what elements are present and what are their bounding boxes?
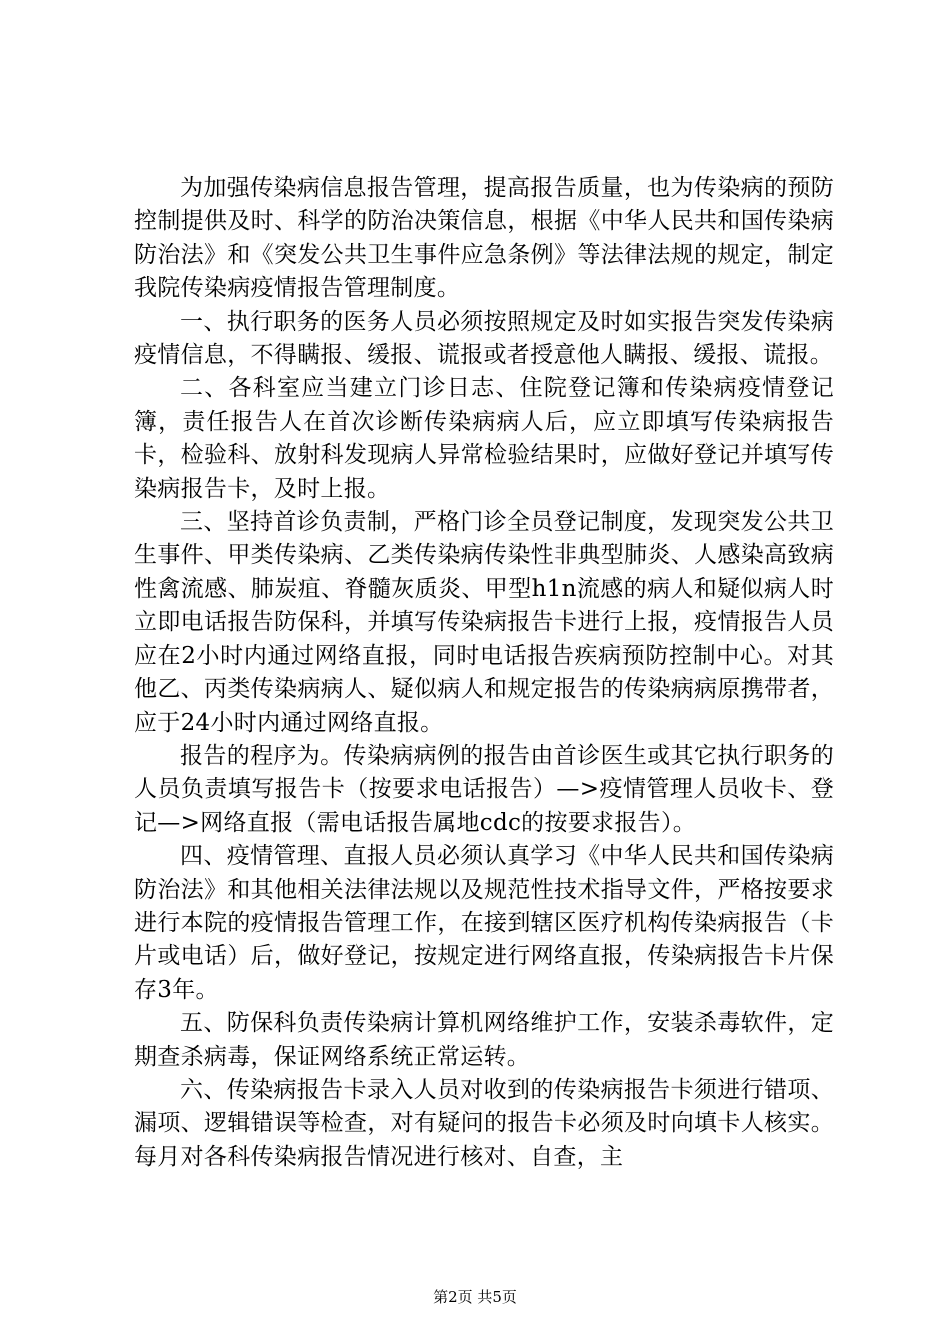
document-body [134,172,834,1174]
paragraph-item-2: 二、各科室应当建立门诊日志、住院登记簿和传染病疫情登记簿，责任报告人在首次诊断传染病病人后，应立即填写传染病报告卡，检验科、放射科发现病人异常检验结果时，应做好登记并填写传染病报告卡，及时上报。 [134,375,834,502]
paragraph-item-4: 四、疫情管理、直报人员必须认真学习《中华人民共和国传染病防治法》和其他相关法律法规以及规范性技术指导文件，严格按要求进行本院的疫情报告管理工作，在接到辖区医疗机构传染病报告（卡片或电话）后，做好登记，按规定进行网络直报，传染病报告卡片保存3年。 [134,843,834,1003]
page-number-footer: 第2页 共5页 [433,1288,517,1306]
paragraph-report-procedure: 报告的程序为。传染病病例的报告由首诊医生或其它执行职务的人员负责填写报告卡（按要求电话报告）—>疫情管理人员收卡、登记—>网络直报（需电话报告属地cdc的按要求报告）。 [134,742,834,836]
paragraph-item-1: 一、执行职务的医务人员必须按照规定及时如实报告突发传染病疫情信息，不得瞒报、缓报、谎报或者授意他人瞒报、缓报、谎报。 [134,308,834,369]
paragraph-item-5: 五、防保科负责传染病计算机网络维护工作，安装杀毒软件，定期查杀病毒，保证网络系统正常运转。 [134,1010,834,1070]
paragraph-intro: 为加强传染病信息报告管理，提高报告质量，也为传染病的预防控制提供及时、科学的防治决策信息，根据《中华人民共和国传染病防治法》和《突发公共卫生事件应急条例》等法律法规的规定，制定我院传染病疫情报告管理制度。 [134,175,834,302]
paragraph-item-3: 三、坚持首诊负责制，严格门诊全员登记制度，发现突发公共卫生事件、甲类传染病、乙类传染病传染性非典型肺炎、人感染高致病性禽流感、肺炭疽、脊髓灰质炎、甲型h1n流感的病人和疑似病人时立即电话报告防保科，并填写传染病报告卡进行上报，疫情报告人员应在2小时内通过网络直报，同时电话报告疾病预防控制中心。对其他乙、丙类传染病病人、疑似病人和规定报告的传染病病原携带者，应于24小时内通过网络直报。 [134,509,834,736]
paragraph-item-6: 六、传染病报告卡录入人员对收到的传染病报告卡须进行错项、漏项、逻辑错误等检查，对有疑问的报告卡必须及时向填卡人核实。每月对各科传染病报告情况进行核对、自查，主 [134,1076,834,1170]
